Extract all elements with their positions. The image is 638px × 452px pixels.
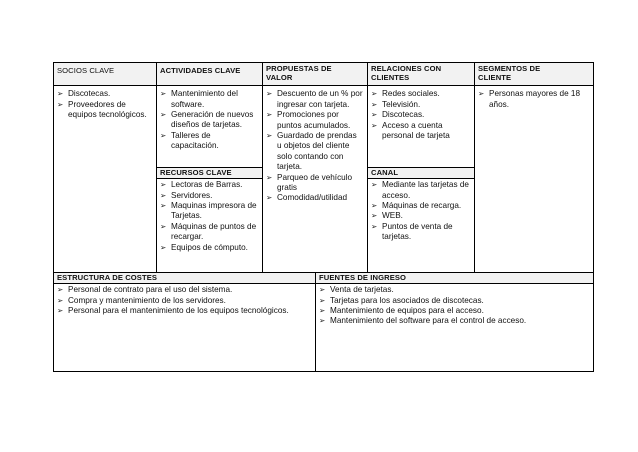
list-item: ➢ Mantenimiento del software.: [160, 89, 258, 110]
arrow-bullet-icon: [57, 306, 66, 316]
list-item: ➢ Parqueo de vehículo gratis: [266, 173, 363, 194]
relaciones-clientes-list: [367, 87, 474, 141]
list-item: ➢ Venta de tarjetas.: [319, 285, 589, 295]
recursos-clave-title: RECURSOS CLAVE: [160, 168, 232, 177]
arrow-bullet-icon: [319, 306, 328, 316]
arrow-bullet-icon: [371, 100, 380, 110]
arrow-bullet-icon: [160, 222, 169, 232]
col-divider-1: [156, 62, 157, 272]
arrow-bullet-icon: [57, 285, 66, 295]
list-item: ➢ Acceso a cuenta personal de tarjeta: [371, 121, 470, 142]
bottom-section-top: [53, 272, 593, 273]
actividades-clave-cell: [156, 62, 262, 167]
arrow-bullet-icon: [160, 89, 169, 99]
canal-divider-top: [367, 167, 474, 168]
arrow-bullet-icon: [160, 131, 169, 141]
arrow-bullet-icon: [57, 89, 66, 99]
arrow-bullet-icon: [371, 211, 380, 221]
list-item: ➢ Equipos de cómputo.: [160, 243, 258, 253]
arrow-bullet-icon: [319, 285, 328, 295]
col-divider-2: [262, 62, 263, 272]
arrow-bullet-icon: [160, 201, 169, 211]
list-item: ➢ Mantenimiento de equipos para el acceso.: [319, 306, 589, 316]
list-item: ➢ Personal para el mantenimiento de los equipos tecnológicos.: [57, 306, 311, 316]
header-divider: [53, 85, 593, 86]
border-left: [53, 62, 54, 372]
relaciones-clientes-cell: [367, 62, 474, 167]
propuestas-valor-title: PROPUESTAS DE VALOR: [266, 64, 332, 83]
estructura-costes-title: ESTRUCTURA DE COSTES: [57, 273, 158, 282]
segmentos-cliente-cell: [474, 62, 593, 272]
list-item: ➢ Televisión.: [371, 100, 470, 110]
list-item: ➢ Máquinas de puntos de recargar.: [160, 222, 258, 243]
recursos-divider-bottom: [156, 178, 262, 179]
list-item: ➢ Proveedores de equipos tecnológicos.: [57, 100, 152, 121]
bottom-col-divider: [315, 272, 316, 372]
list-item: ➢ Puntos de venta de tarjetas.: [371, 222, 470, 243]
arrow-bullet-icon: [478, 89, 487, 99]
list-item: ➢ Servidores.: [160, 191, 258, 201]
arrow-bullet-icon: [319, 316, 328, 326]
col-divider-3: [367, 62, 368, 272]
list-item: ➢ Máquinas de recarga.: [371, 201, 470, 211]
arrow-bullet-icon: [266, 89, 275, 99]
estructura-costes-cell: [53, 272, 315, 372]
arrow-bullet-icon: [266, 173, 275, 183]
arrow-bullet-icon: [266, 110, 275, 120]
list-item: ➢ Mantenimiento del software para el control de acceso.: [319, 316, 589, 326]
canal-cell: [367, 167, 474, 272]
list-item: ➢ Tarjetas para los asociados de discotecas.: [319, 296, 589, 306]
canal-title: CANAL: [371, 168, 399, 177]
list-item: ➢ Discotecas.: [57, 89, 152, 99]
fuentes-ingreso-cell: [315, 272, 593, 372]
propuestas-valor-list: [262, 87, 367, 203]
arrow-bullet-icon: [160, 180, 169, 190]
arrow-bullet-icon: [57, 296, 66, 306]
recursos-divider-top: [156, 167, 262, 168]
arrow-bullet-icon: [160, 243, 169, 253]
list-item: ➢ Mediante las tarjetas de acceso.: [371, 180, 470, 201]
list-item: ➢ Talleres de capacitación.: [160, 131, 258, 152]
list-item: ➢ Personal de contrato para el uso del sistema.: [57, 285, 311, 295]
list-item: ➢ Lectoras de Barras.: [160, 180, 258, 190]
col-divider-4: [474, 62, 475, 272]
arrow-bullet-icon: [160, 191, 169, 201]
list-item: ➢ Discotecas.: [371, 110, 470, 120]
arrow-bullet-icon: [371, 121, 380, 131]
border-bottom: [53, 371, 594, 372]
fuentes-ingreso-list: [315, 283, 593, 327]
arrow-bullet-icon: [319, 296, 328, 306]
socios-clave-title: SOCIOS CLAVE: [57, 66, 115, 75]
propuestas-valor-cell: [262, 62, 367, 272]
arrow-bullet-icon: [371, 222, 380, 232]
list-item: ➢ Promociones por puntos acumulados.: [266, 110, 363, 131]
arrow-bullet-icon: [371, 110, 380, 120]
recursos-clave-cell: [156, 167, 262, 272]
arrow-bullet-icon: [371, 180, 380, 190]
arrow-bullet-icon: [57, 100, 66, 110]
canal-divider-bottom: [367, 178, 474, 179]
list-item: ➢ Descuento de un % por ingresar con tarjeta.: [266, 89, 363, 110]
relaciones-clientes-title: RELACIONES CON CLIENTES: [371, 64, 442, 83]
bottom-header-divider: [53, 283, 593, 284]
arrow-bullet-icon: [266, 131, 275, 141]
arrow-bullet-icon: [371, 201, 380, 211]
list-item: ➢ Comodidad/utilidad: [266, 193, 363, 203]
list-item: ➢ Maquinas impresora de Tarjetas.: [160, 201, 258, 222]
list-item: ➢ Generación de nuevos diseños de tarjetas.: [160, 110, 258, 131]
socios-clave-list: [53, 87, 156, 120]
list-item: ➢ WEB.: [371, 211, 470, 221]
estructura-costes-list: [53, 283, 315, 316]
socios-clave-cell: [53, 62, 156, 272]
list-item: ➢ Compra y mantenimiento de los servidores.: [57, 296, 311, 306]
segmentos-cliente-list: [474, 87, 593, 110]
arrow-bullet-icon: [266, 193, 275, 203]
fuentes-ingreso-title: FUENTES DE INGRESO: [319, 273, 407, 282]
border-right: [593, 62, 594, 372]
list-item: ➢ Redes sociales.: [371, 89, 470, 99]
canal-list: [367, 178, 474, 242]
recursos-clave-list: [156, 178, 262, 253]
list-item: ➢ Personas mayores de 18 años.: [478, 89, 589, 110]
segmentos-cliente-title: SEGMENTOS DE CLIENTE: [478, 64, 541, 83]
list-item: ➢ Guardado de prendas u objetos del cliente solo contando con tarjeta.: [266, 131, 363, 173]
arrow-bullet-icon: [160, 110, 169, 120]
actividades-clave-title: ACTIVIDADES CLAVE: [160, 66, 241, 75]
actividades-clave-list: [156, 87, 262, 151]
arrow-bullet-icon: [371, 89, 380, 99]
border-top: [53, 62, 593, 63]
